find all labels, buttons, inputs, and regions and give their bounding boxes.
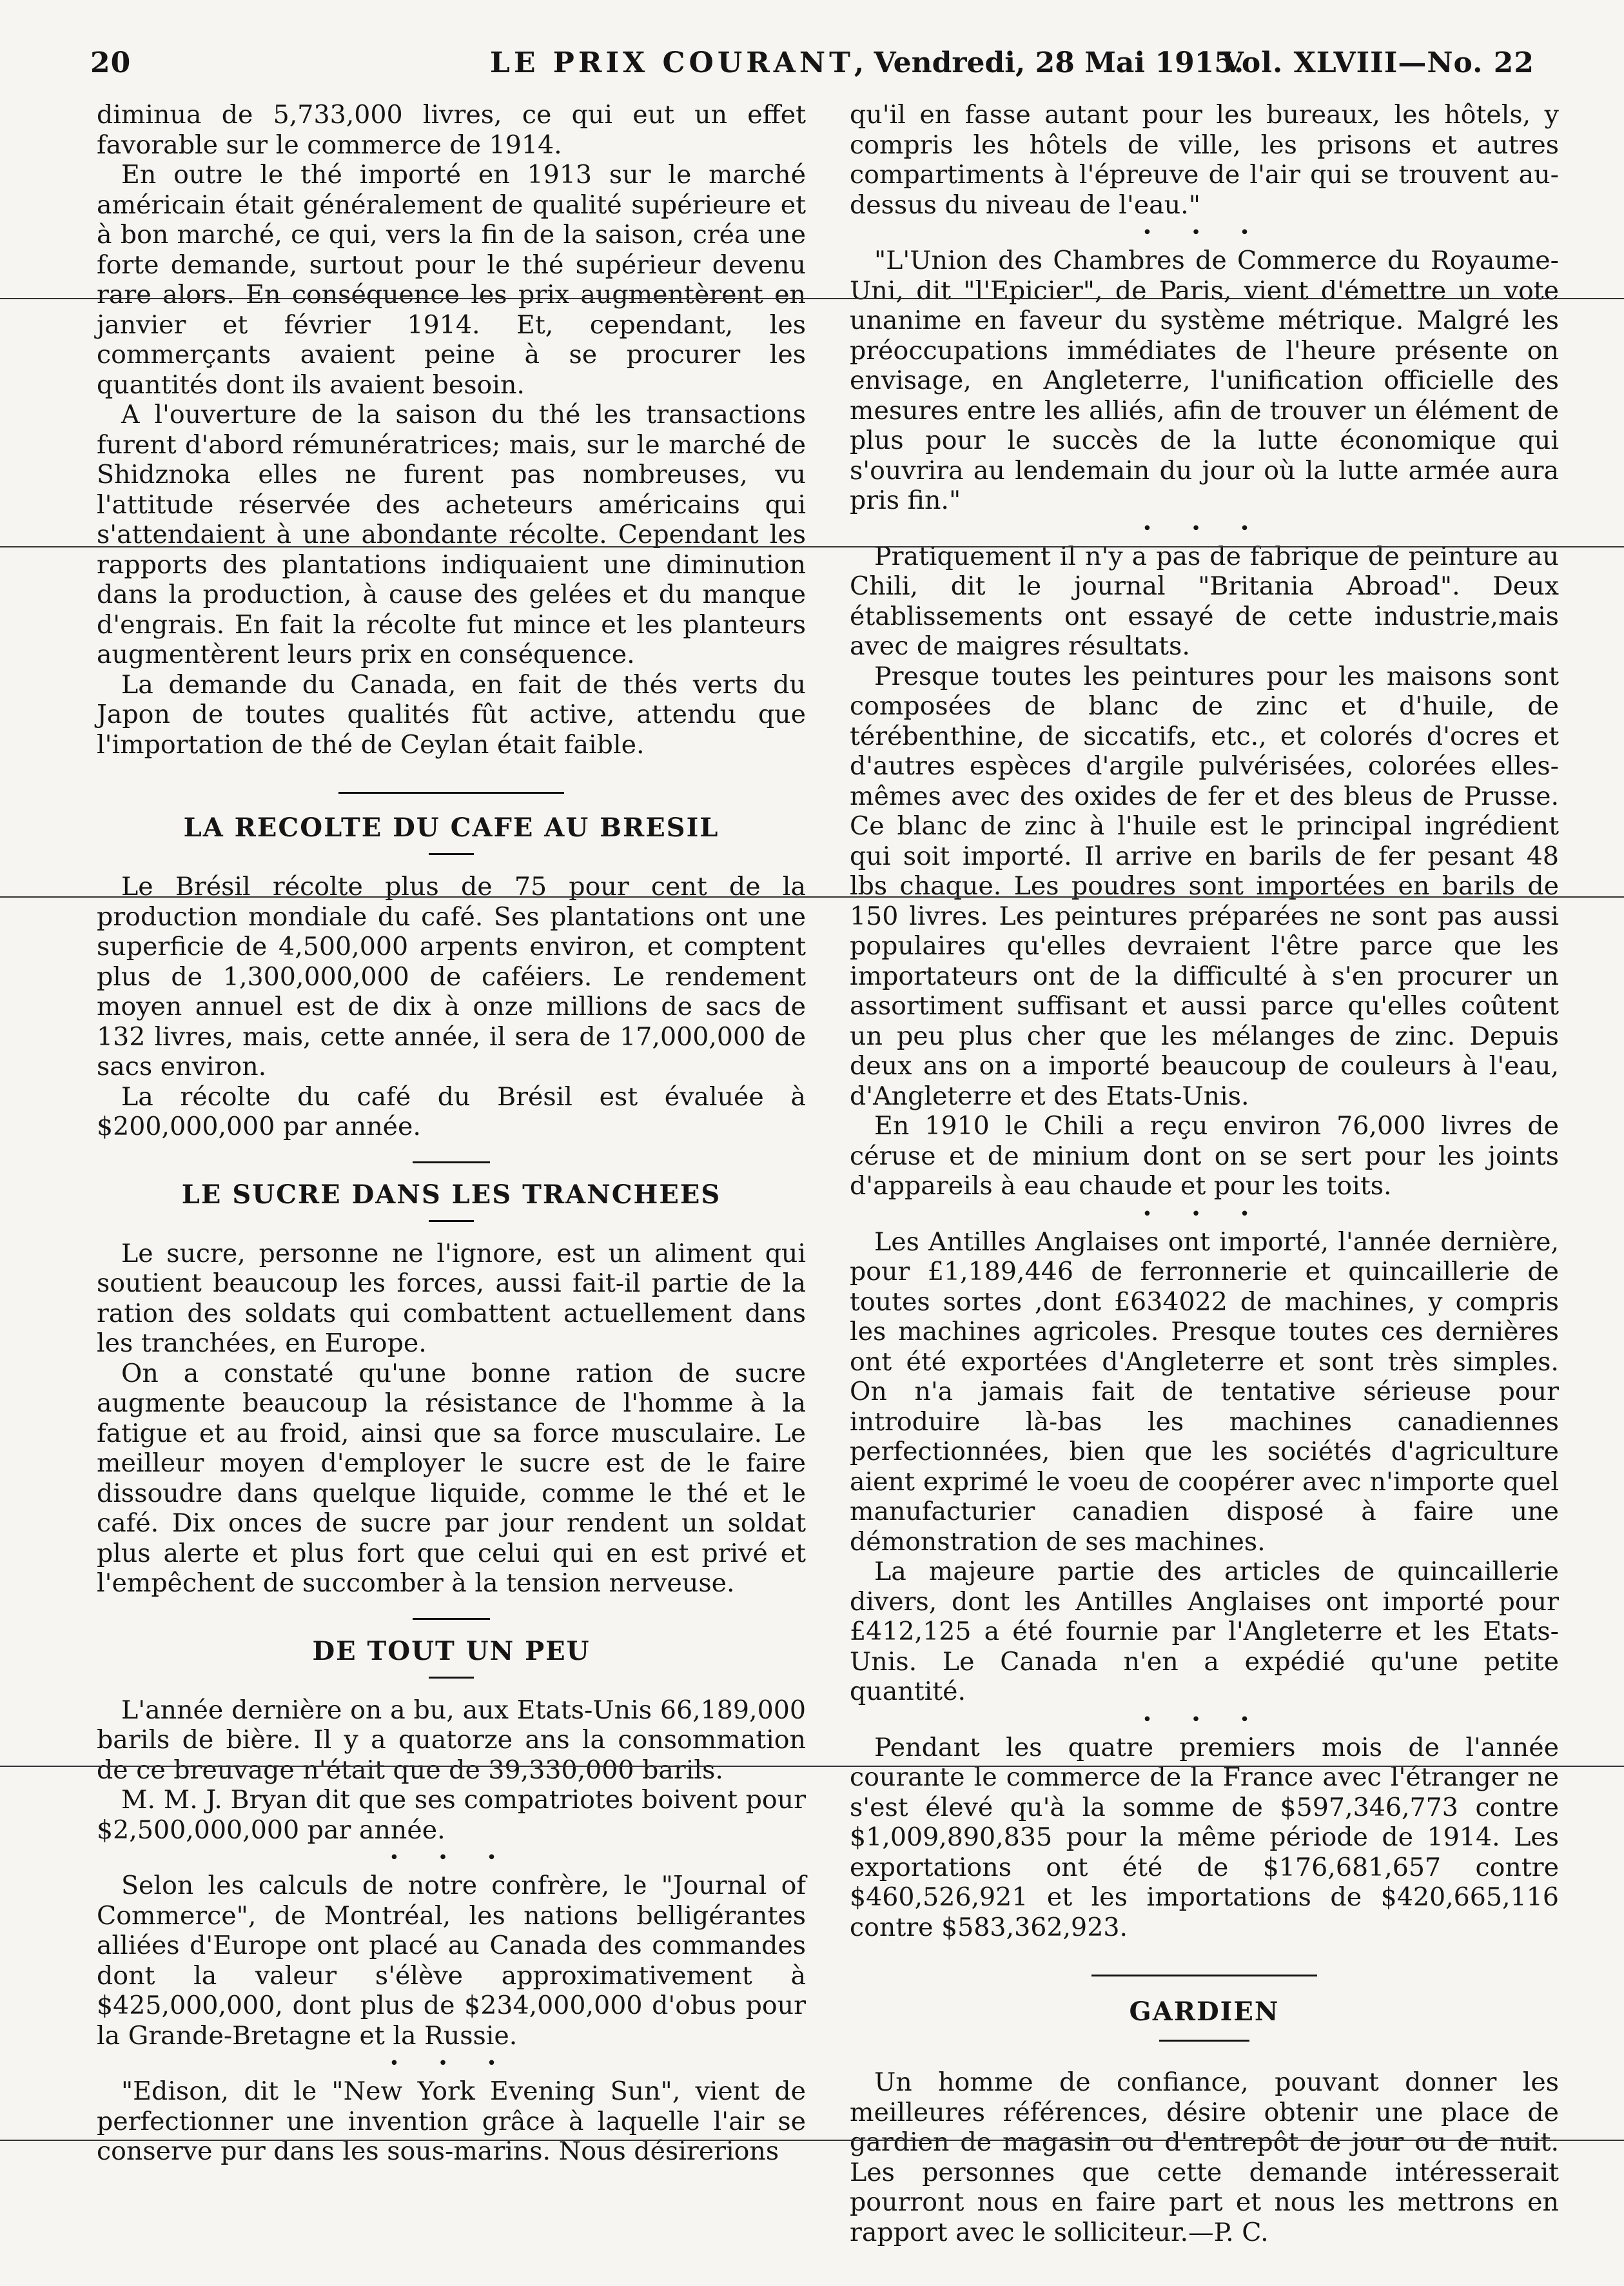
paragraph: diminua de 5,733,000 livres, ce qui eut un effet favorable sur le commerce de 1914. — [97, 100, 806, 160]
scan-artifact-line — [0, 298, 1624, 299]
separator-dots: • • • — [1142, 223, 1267, 242]
section-heading-cafe: LA RECOLTE DU CAFE AU BRESIL — [183, 813, 719, 843]
section-divider — [413, 1161, 490, 1163]
heading-underline — [429, 853, 474, 855]
left-column — [97, 100, 806, 2167]
paragraph: M. M. J. Bryan dit que ses compatriotes boivent pour $2,500,000,000 par année. — [97, 1785, 806, 1845]
paragraph: En 1910 le Chili a reçu environ 76,000 livres de céruse et de minium dont on se sert pour les joints d'appareils à eau chaude et pour les toits. — [850, 1111, 1559, 1201]
separator-dots: • • • — [389, 2054, 514, 2073]
scan-artifact-line — [0, 896, 1624, 898]
paragraph: Le Brésil récolte plus de 75 pour cent de la production mondiale du café. Ses plantations ont une superficie de 4,500,000 arpents environ, et comptent plus de 1,300,000,000 de caféiers. Le rendement moyen annuel est de dix à onze millions de sacs de 132 livres, mais, cette année, il sera de 17,000,000 de sacs environ. — [97, 872, 806, 1081]
scan-artifact-line — [0, 546, 1624, 547]
volume-number: Vol. XLVIII—No. 22 — [1221, 46, 1534, 79]
heading-underline — [429, 1677, 474, 1679]
paragraph: La majeure partie des articles de quincaillerie divers, dont les Antilles Anglaises ont importé pour £412,125 a été fournie par l'Angleterre et les Etats-Unis. Le Canada n'en a expédié qu'une petite quantité. — [850, 1557, 1559, 1706]
right-column — [850, 100, 1559, 2247]
journal-title: LE PRIX COURANT — [490, 46, 854, 79]
running-title — [490, 46, 1244, 79]
scan-artifact-line — [0, 2140, 1624, 2141]
paragraph: Le sucre, personne ne l'ignore, est un aliment qui soutient beaucoup les forces, aussi fait-il partie de la ration des soldats qui combattent actuellement dans les tranchées, en Europe. — [97, 1238, 806, 1358]
paragraph: "L'Union des Chambres de Commerce du Royaume-Uni, dit "l'Epicier", de Paris, vient d'émettre un vote unanime en faveur du système métrique. Malgré les préoccupations immédiates de l'heure présente on envisage, en Angleterre, l'unification officielle des mesures entre les alliés, afin de trouver un élément de plus pour le succès de la lutte économique qui s'ouvrira au lendemain du jour où la lutte armée aura pris fin." — [850, 246, 1559, 515]
paragraph: Un homme de confiance, pouvant donner les meilleures références, désire obtenir une place de gardien de magasin ou d'entrepôt de jour ou de nuit. Les personnes que cette demande intéresserait pourront nous en faire part et nous les mettrons en rapport avec le solliciteur.—P. C. — [850, 2067, 1559, 2247]
paragraph: A l'ouverture de la saison du thé les transactions furent d'abord rémunératrices; mais, sur le marché de Shidznoka elles ne furent pas nombreuses, vu l'attitude réservée des acheteurs américains qui s'attendaient à une abondante récolte. Cependant les rapports des plantations indiquaient une diminution dans la production, à cause des gelées et du manque d'engrais. En fait la récolte fut mince et les planteurs augmentèrent leurs prix en conséquence. — [97, 400, 806, 669]
scan-artifact-line — [0, 1766, 1624, 1767]
paragraph: "Edison, dit le "New York Evening Sun", vient de perfectionner une invention grâce à laquelle l'air se conserve pur dans les sous-marins. Nous désirerions — [97, 2076, 806, 2166]
issue-date: , Vendredi, 28 Mai 1915. — [854, 46, 1244, 79]
section-heading-gardien: GARDIEN — [1129, 1996, 1280, 2027]
section-heading-sucre: LE SUCRE DANS LES TRANCHEES — [181, 1179, 721, 1210]
paragraph: On a constaté qu'une bonne ration de sucre augmente beaucoup la résistance de l'homme à la fatigue et au froid, ainsi que sa force musculaire. Le meilleur moyen d'employer le sucre est de le faire dissoudre dans quelque liquide, comme le thé et le café. Dix onces de sucre par jour rendent un soldat plus alerte et plus fort que celui qui en est privé et l'empêchent de succomber à la tension nerveuse. — [97, 1358, 806, 1598]
paragraph: qu'il en fasse autant pour les bureaux, les hôtels, y compris les hôtels de ville, les prisons et autres compartiments à l'épreuve de l'air qui se trouvent au-dessus du niveau de l'eau." — [850, 100, 1559, 220]
page-number: 20 — [90, 46, 132, 79]
heading-underline — [429, 1220, 474, 1222]
separator-dots: • • • — [1142, 1710, 1267, 1729]
paragraph: En outre le thé importé en 1913 sur le marché américain était généralement de qualité supérieure et à bon marché, ce qui, vers la fin de la saison, créa une forte demande, surtout pour le thé supérieur devenu rare alors. En conséquence les prix augmentèrent en janvier et février 1914. Et, cependant, les commerçants avaient peine à se procurer les quantités dont ils avaient besoin. — [97, 160, 806, 400]
paragraph: Pendant les quatre premiers mois de l'année courante le commerce de la France avec l'étranger ne s'est élevé qu'à la somme de $597,346,773 contre $1,009,890,835 pour la même période de 1914. Les exportations ont été de $176,681,657 contre $460,526,921 et les importations de $420,665,116 contre $583,362,923. — [850, 1732, 1559, 1942]
paragraph: La demande du Canada, en fait de thés verts du Japon de toutes qualités fût active, attendu que l'importation de thé de Ceylan était faible. — [97, 669, 806, 760]
separator-dots: • • • — [1142, 1204, 1267, 1224]
paragraph: Presque toutes les peintures pour les maisons sont composées de blanc de zinc et d'huile, de térébenthine, de siccatifs, etc., et colorés d'ocres et d'autres espèces d'argile pulvérisées, colorées elles-mêmes avec des oxides de fer et des bleus de Prusse. Ce blanc de zinc à l'huile est le principal ingrédient qui soit importé. Il arrive en barils de fer pesant 48 lbs chaque. Les poudres sont importées en barils de 150 livres. Les peintures préparées ne sont pas aussi populaires qu'elles devraient l'être parce que les importateurs ont de la difficulté à s'en procurer un assortiment suffisant et aussi parce qu'elles coûtent un peu plus cher que les mélanges de zinc. Depuis deux ans on a importé beaucoup de couleurs à l'eau, d'Angleterre et des Etats-Unis. — [850, 661, 1559, 1111]
separator-dots: • • • — [1142, 518, 1267, 538]
page-header — [90, 40, 1534, 85]
separator-dots: • • • — [389, 1848, 514, 1867]
paragraph: L'année dernière on a bu, aux Etats-Unis 66,189,000 barils de bière. Il y a quatorze ans la consommation de ce breuvage n'était que de 39,330,000 barils. — [97, 1695, 806, 1785]
paragraph: Les Antilles Anglaises ont importé, l'année dernière, pour £1,189,446 de ferronnerie et quincaillerie de toutes sortes ,dont £634022 de machines, y compris les machines agricoles. Presque toutes ces dernières ont été exportées d'Angleterre et sont très simples. On n'a jamais fait de tentative sérieuse pour introduire là-bas les machines canadiennes perfectionnées, bien que les sociétés d'agriculture aient exprimé le voeu de coopérer avec n'importe quel manufacturier canadien disposé à faire une démonstration de ses machines. — [850, 1227, 1559, 1557]
section-divider — [338, 792, 564, 794]
paragraph: Selon les calculs de notre confrère, le "Journal of Commerce", de Montréal, les nations belligérantes alliées d'Europe ont placé au Canada des commandes dont la valeur s'élève approximativement à $425,000,000, dont plus de $234,000,000 d'obus pour la Grande-Bretagne et la Russie. — [97, 1871, 806, 2051]
section-divider — [413, 1618, 490, 1620]
section-divider — [1091, 1975, 1317, 1976]
heading-underline — [1159, 2040, 1249, 2042]
section-heading-tout: DE TOUT UN PEU — [312, 1635, 591, 1666]
paragraph: Pratiquement il n'y a pas de fabrique de peinture au Chili, dit le journal "Britania Abroad". Deux établissements ont essayé de cette industrie,mais avec de maigres résultats. — [850, 541, 1559, 661]
paragraph: La récolte du café du Brésil est évaluée à $200,000,000 par année. — [97, 1081, 806, 1141]
